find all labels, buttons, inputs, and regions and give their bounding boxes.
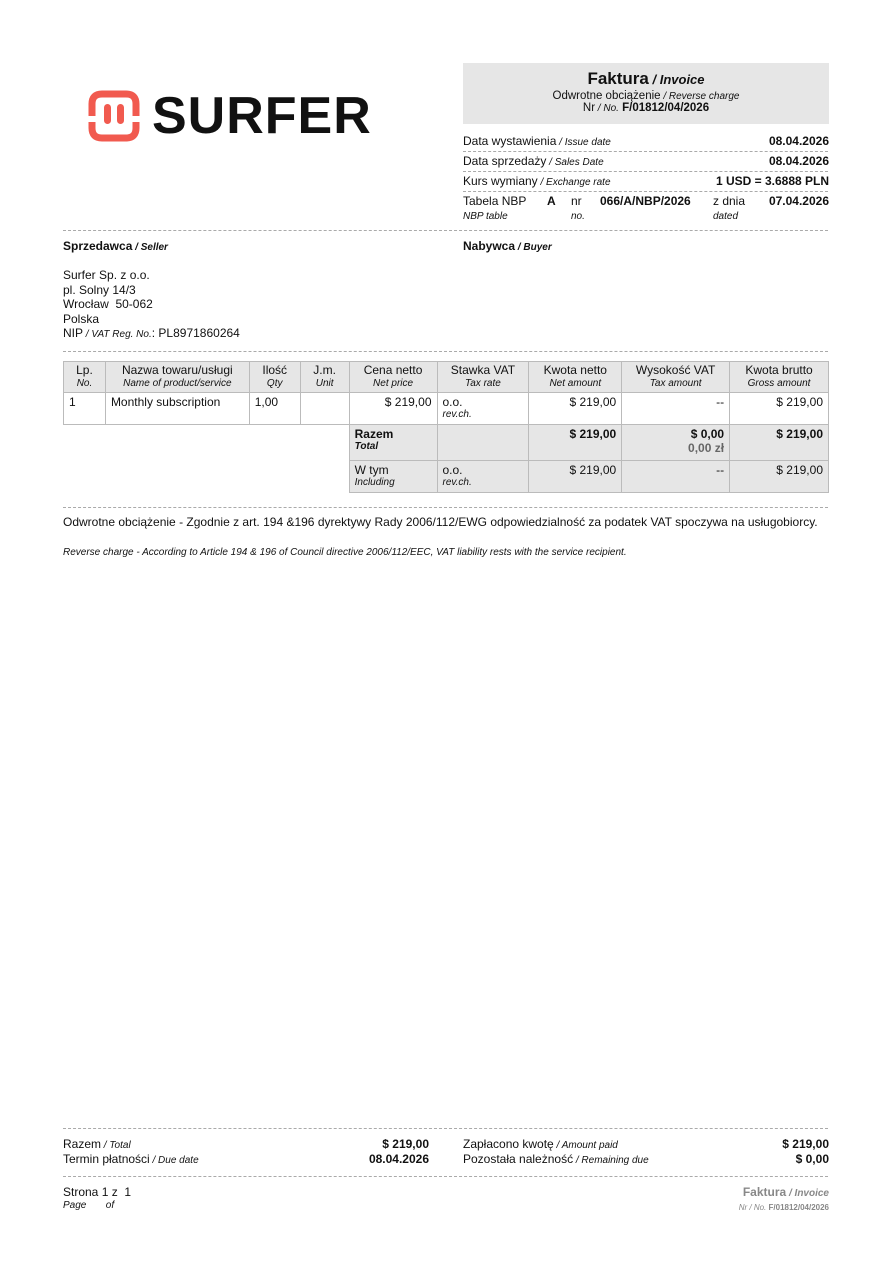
item-gross-amount: $ 219,00 <box>730 393 829 425</box>
total-tax-amount: $ 0,00 0,00 zł <box>622 425 730 461</box>
seller-name: Surfer Sp. z o.o. <box>63 268 150 282</box>
footer-paid-row: Zapłacono kwotę / Amount paid $ 219,00 <box>463 1137 829 1151</box>
total-label: Razem Total <box>349 425 437 461</box>
sale-date-row: Data sprzedaży / Sales Date 08.04.2026 <box>463 154 829 168</box>
item-tax-rate: o.o. rev.ch. <box>437 393 529 425</box>
item-unit <box>300 393 349 425</box>
col-header-gross-amount: Kwota brutto Gross amount <box>730 362 829 393</box>
item-tax-amount: -- <box>622 393 730 425</box>
col-header-net-amount: Kwota netto Net amount <box>529 362 622 393</box>
seller-country: Polska <box>63 311 100 326</box>
nbp-date-value: 07.04.2026 <box>768 194 829 208</box>
company-logo <box>88 87 372 145</box>
total-net-amount: $ 219,00 <box>529 425 622 461</box>
sale-date-value: 08.04.2026 <box>768 154 829 168</box>
table-row <box>64 393 829 425</box>
page-indicator: Strona 1 z 1 Page of <box>63 1185 132 1211</box>
nbp-number-value: 066/A/NBP/2026 <box>600 194 691 208</box>
col-header-no: Lp. No. <box>64 362 106 393</box>
seller-label: Sprzedawca / Seller <box>63 239 168 253</box>
total-gross-amount: $ 219,00 <box>730 425 829 461</box>
col-header-tax-amount: Wysokość VAT Tax amount <box>622 362 730 393</box>
col-header-unit: J.m. Unit <box>300 362 349 393</box>
including-row <box>64 461 829 493</box>
footer-remaining-row: Pozostała należność / Remaining due $ 0,00 <box>463 1152 829 1166</box>
footer-due-value: 08.04.2026 <box>368 1152 429 1166</box>
items-table <box>63 361 829 493</box>
col-header-tax-rate: Stawka VAT Tax rate <box>437 362 529 393</box>
total-row <box>64 425 829 461</box>
including-tax-rate: o.o. rev.ch. <box>437 461 529 493</box>
footer-doc-id: Faktura / Invoice Nr / No. F/01812/04/2026 <box>738 1185 829 1212</box>
item-name: Monthly subscription <box>105 393 249 425</box>
invoice-header-box <box>463 63 829 124</box>
surfer-logo-icon <box>88 90 140 142</box>
invoice-title: Faktura / Invoice <box>587 69 705 88</box>
footer-remaining-value: $ 0,00 <box>795 1152 829 1166</box>
item-no: 1 <box>64 393 106 425</box>
including-gross-amount: $ 219,00 <box>730 461 829 493</box>
logo-text: SURFER <box>152 87 372 145</box>
issue-date-value: 08.04.2026 <box>768 134 829 148</box>
seller-city: Wrocław 50-062 <box>63 297 153 311</box>
buyer-label: Nabywca / Buyer <box>463 239 552 253</box>
exchange-rate-value: 1 USD = 3.6888 PLN <box>715 174 829 188</box>
seller-street: pl. Solny 14/3 <box>63 282 136 297</box>
seller-address <box>63 268 240 343</box>
footer-total-row: Razem / Total $ 219,00 <box>63 1137 429 1151</box>
seller-vat: NIP / VAT Reg. No.: PL8971860264 <box>63 326 240 340</box>
footer-total-value: $ 219,00 <box>382 1137 429 1151</box>
including-net-amount: $ 219,00 <box>529 461 622 493</box>
col-header-name: Nazwa towaru/usługi Name of product/service <box>105 362 249 393</box>
issue-date-row: Data wystawienia / Issue date 08.04.2026 <box>463 134 829 148</box>
item-qty: 1,00 <box>249 393 300 425</box>
item-net-amount: $ 219,00 <box>529 393 622 425</box>
table-header-row <box>64 362 829 393</box>
item-net-price: $ 219,00 <box>349 393 437 425</box>
including-label: W tym Including <box>349 461 437 493</box>
col-header-qty: Ilość Qty <box>249 362 300 393</box>
invoice-number: Nr / No. F/01812/04/2026 <box>582 102 710 114</box>
footer-paid-value: $ 219,00 <box>782 1137 829 1151</box>
exchange-rate-row: Kurs wymiany / Exchange rate 1 USD = 3.6888 PLN <box>463 174 829 188</box>
footer-due-row: Termin płatności / Due date 08.04.2026 <box>63 1152 429 1166</box>
including-tax-amount: -- <box>622 461 730 493</box>
nbp-table-value: A <box>547 194 556 208</box>
reverse-charge-note-en: Reverse charge - According to Article 194 & 196 of Council directive 2006/112/EEC, VAT liability rests with the service recipient. <box>63 547 627 558</box>
col-header-net-price: Cena netto Net price <box>349 362 437 393</box>
nbp-table-row: Tabela NBP NBP table A nr no. 066/A/NBP/2026 z dnia dated 07.04.2026 <box>463 194 829 222</box>
invoice-subtitle: Odwrotne obciążenie / Reverse charge <box>552 90 740 102</box>
reverse-charge-note: Odwrotne obciążenie - Zgodnie z art. 194 &196 dyrektywy Rady 2006/112/EWG odpowiedzialność za podatek VAT spoczywa na usługobiorcy. <box>63 515 818 529</box>
